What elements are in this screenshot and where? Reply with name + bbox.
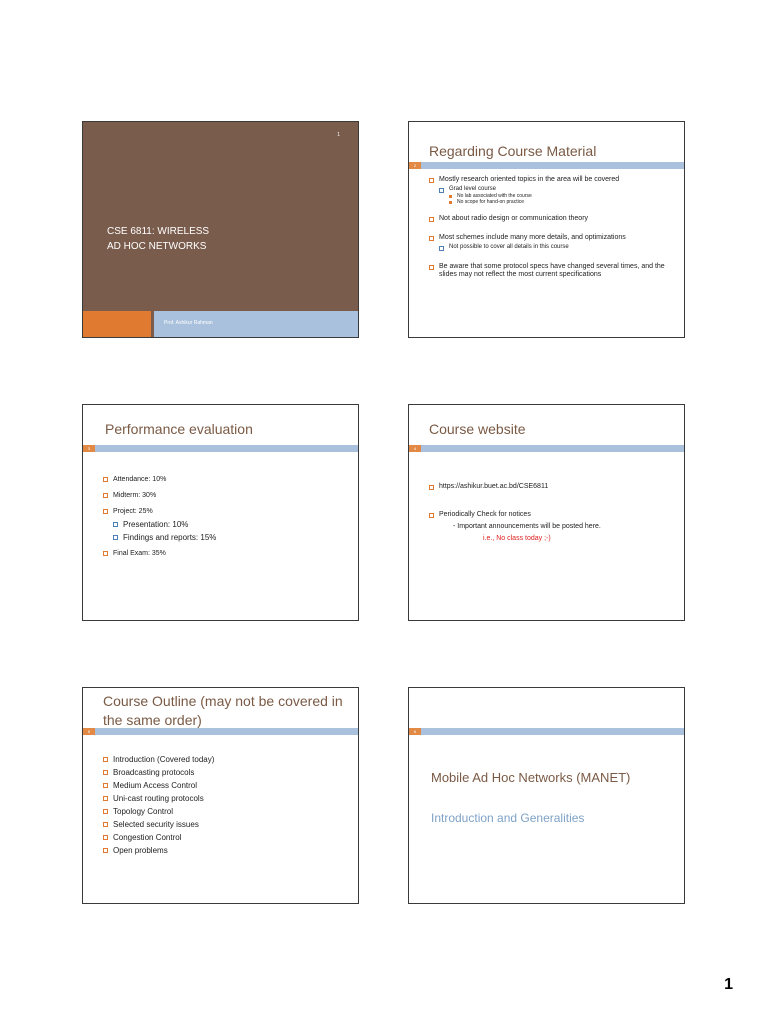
slide-3-performance — [82, 404, 359, 621]
slide-number: 6 — [409, 728, 421, 735]
slide-title: Regarding Course Material — [429, 143, 597, 159]
website-url[interactable]: https://ashikur.buet.ac.bd/CSE6811 — [429, 483, 676, 491]
title-bar — [83, 728, 358, 735]
title-bar — [83, 445, 358, 452]
red-note: i.e., No class today ;-) — [483, 535, 551, 542]
page-number: 1 — [724, 976, 733, 993]
bullet: Project: 25% — [103, 507, 350, 517]
orange-footer-block — [83, 311, 151, 337]
title-bar — [409, 162, 684, 169]
bullet: Periodically Check for notices — [429, 511, 676, 519]
slide-title: Performance evaluation — [105, 421, 253, 437]
slide-title: Course website — [429, 421, 526, 437]
bullet: Congestion Control — [103, 833, 350, 842]
bullet: Most schemes include many more details, and optimizations — [429, 234, 676, 242]
slide-1-title — [82, 121, 359, 338]
bullet: Medium Access Control — [103, 781, 350, 790]
slide-6-section — [408, 687, 685, 904]
slide-2-course-material — [408, 121, 685, 338]
sub-sub-bullet: No scope for hand-on practice — [449, 199, 676, 205]
bullet: Midterm: 30% — [103, 491, 350, 501]
slide-5-course-outline — [82, 687, 359, 904]
sub-bullet: Findings and reports: 15% — [113, 533, 350, 543]
bullet: Final Exam: 35% — [103, 549, 350, 559]
slide-body — [103, 475, 350, 565]
slide-number: 4 — [409, 445, 421, 452]
sub-bullet: Not possible to cover all details in this course — [439, 244, 676, 251]
slide-title: Course Outline (may not be covered in the same order) — [103, 693, 343, 728]
slide-number: 3 — [83, 445, 95, 452]
section-heading: Mobile Ad Hoc Networks (MANET) — [431, 770, 631, 785]
slide-number: 5 — [83, 728, 95, 735]
section-subheading: Introduction and Generalities — [431, 811, 585, 825]
bullet: Not about radio design or communication theory — [429, 215, 676, 223]
slide-number: 2 — [409, 162, 421, 169]
slide-4-course-website — [408, 404, 685, 621]
blue-footer-block — [154, 311, 358, 337]
bullet: Broadcasting protocols — [103, 768, 350, 777]
bullet: Uni-cast routing protocols — [103, 794, 350, 803]
bullet: Attendance: 10% — [103, 475, 350, 485]
sub-bullet: Presentation: 10% — [113, 520, 350, 530]
bullet: Open problems — [103, 846, 350, 855]
bullet: Topology Control — [103, 807, 350, 816]
bullet: Selected security issues — [103, 820, 350, 829]
announcement-text: - Important announcements will be posted here. — [453, 523, 601, 530]
sub-bullet: Grad level course — [439, 186, 676, 193]
slide-body — [429, 176, 676, 287]
slide-body — [429, 483, 676, 543]
bullet: Be aware that some protocol specs have changed several times, and the slides may not reflect the most current specifications — [429, 263, 676, 279]
slide-body — [103, 755, 350, 859]
slide-number: 1 — [337, 132, 340, 138]
title-bar — [409, 445, 684, 452]
title-bar — [409, 728, 684, 735]
bullet: Mostly research oriented topics in the area will be covered — [429, 176, 676, 184]
author-name: Prof. Ashikur Rahman — [164, 320, 213, 326]
course-title: CSE 6811: WIRELESS AD HOC NETWORKS — [107, 226, 210, 252]
bullet: Introduction (Covered today) — [103, 755, 350, 764]
sub-sub-bullet: No lab associated with the course — [449, 193, 676, 199]
